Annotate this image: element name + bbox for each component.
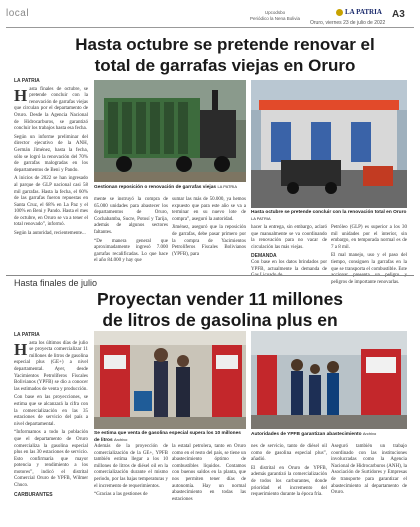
story1-dropcap: H xyxy=(14,85,28,105)
story1-column-1 xyxy=(14,78,88,272)
section-label: local xyxy=(6,8,30,19)
photo2-caption xyxy=(251,210,407,223)
story2-byline: LA PATRIA xyxy=(14,332,40,338)
story2-column-1 xyxy=(14,332,88,524)
story2-paragraph: nes de servicio, tanto de diésel oil como de gasolina especial plus”, añadió. xyxy=(251,444,327,463)
caption-title: Gestionan reposición o renovación de garrafas viejas xyxy=(94,185,217,190)
gas-station-photo xyxy=(251,80,407,208)
story2-paragraph: Con base en las proyecciones, se estima que se alcanzará la cifra con la comercialización en las 35 estaciones de servicio del país a nivel departamental. xyxy=(14,395,88,427)
story1-paragraph: Jiménez, aseguró que la reposición de garrafas, debe pasar primero por la compra de Yacimientos Petrolíferos Fiscales Bolivianos (YPFB), para xyxy=(172,225,246,257)
story1-headline: Hasta octubre se pretende renovar el total de garrafas viejas en Oruro xyxy=(75,35,375,75)
story2-paragraph: la estatal petrolera, tanto en Oruro como en el resto del país, se tiene un abastecimiento óptimo de combustibles líquidos. Contamos con buenos saldos en la planta, que nos permiten tener días de autonomía. Hay un normal abastecimiento en todas las estaciones xyxy=(172,444,246,502)
issue-date: Oruro, viernes 23 de julio de 2022 xyxy=(310,20,386,26)
story2-column-3 xyxy=(172,444,246,524)
story1-paragraph: “De manera general que aproximadamente ingresó 7.000 garrafas recalificadas. Lo que hace el año 84.000 y hay que xyxy=(94,238,168,264)
photo4-caption xyxy=(251,431,407,438)
story2-paragraph: “Informamos a todo la población que el departamento de Oruro comercializa la gasolina especial plus en las 30 estaciones de servicio. Esto confirmaría que mayor potencia y rendimiento a los motores”, indicó el distrital Comercial Oruro de YPFB, Wilmer Chuco. xyxy=(14,430,88,489)
story1-paragraph: Según la autoridad, recientemente... xyxy=(14,231,86,237)
story1-column-2 xyxy=(94,197,168,272)
story1-paragraph: mente se instruyó la compra de 65.000 unidades para abastecer los departamentos de Oruro, Cochabamba, Sucre, Potosí y Tarija, además de algunos sectores faltantes. xyxy=(94,197,168,235)
caption-title: Se estima que venta de gasolina especial supera los 10 millones de litros xyxy=(94,431,241,443)
fuel-pump-photo xyxy=(94,331,246,429)
caption-title: Hasta octubre se pretende concluir con la renovación total en Oruro xyxy=(251,210,407,215)
story2-headline: Proyectan vender 11 millones de litros de gasolina plus en xyxy=(96,289,344,330)
caption-credit: Archivo xyxy=(362,431,377,436)
photo1-caption xyxy=(94,184,246,191)
header-center-text xyxy=(240,10,310,22)
story2-paragraph: asta los últimos días de julio se proyecta comercializar 11 millones de litros de gasolina especial plus (GE+) a nivel departamental. Ayer, desde Yacimientos Petrolíferos Fiscales Bolivianos (YPFB) se dio a conocer las estimados de venta y producción. xyxy=(14,340,88,392)
story1-paragraph: sumar las más de 50.000, ya hemos expuesto que para este año se va a terminar en su nuevo lote de compra”, aseguró la autoridad. xyxy=(172,197,246,222)
story2-kicker: Hasta finales de julio xyxy=(14,278,98,288)
newspaper-logo xyxy=(336,8,382,16)
header-rule xyxy=(6,27,414,28)
story1-paragraph: El mal manejo, uso y el paso del tiempo, consiguen la garrafas en la que se transporta el combustible. Este peligros de importante renovarlas. xyxy=(331,253,407,285)
story-divider xyxy=(6,275,414,276)
story1-paragraph: Según un informe preliminar del director ejecutivo de la ANH, Germán Jiménez, hasta la fecha, sólo se logró la renovación del 70% de garrafas malogradas en los departamentos de Beni y Pando. xyxy=(14,134,88,173)
page-header xyxy=(0,0,420,28)
fuel-station-photo xyxy=(251,331,407,429)
story1-paragraph: Petróleo (GLP) es superior a los 30 mil unidades por el interior, sin embargo, en temporada normal es de 7 a 8 mil. xyxy=(331,225,407,250)
logo-text: LA PATRIA xyxy=(345,8,382,16)
caption-credit: LA PATRIA xyxy=(217,184,238,189)
story2-subhead: CARBURANTES xyxy=(14,491,53,498)
caption-title: Autoridades de YPFB garantizan abastecimiento xyxy=(251,432,362,437)
story1-paragraph: Con base en los datos brindados por YPFB, actualmente la demanda de xyxy=(251,259,327,272)
story2-dropcap: H xyxy=(14,339,28,359)
story2-paragraph: Además de la proyección de comercialización de la GE+, YPFB también estima llegar a los 10 millones de litros de diésel oil en la comercialización durante el mismo periodo, por las bajas temperaturas y el incremento de requerimientos. xyxy=(94,444,168,489)
story1-byline: LA PATRIA xyxy=(14,78,40,84)
story1-paragraph: A inicios de 2022 se han ingresado al parque de GLP nacional casi 58 mil garrafas. Hasta la fecha, el 60% de las garrafas fueron repuestas en Santa Cruz, el 68% en La Paz y el 100% en Beni y Pando. Hasta el mes de octubre, en Oruro se va a tener el total renovado”, informó. xyxy=(14,176,88,228)
story2-column-2 xyxy=(94,444,168,524)
garrafas-truck-photo xyxy=(94,80,246,182)
story1-paragraph: hacer la entrega, sin embargo, aclaró que manualmente se va coordinando la renovación para no vacar de circulación las más viejas. xyxy=(251,225,327,250)
story1-column-5 xyxy=(331,225,407,285)
crest-icon xyxy=(336,9,343,16)
page-number: A3 xyxy=(392,9,405,20)
story2-column-5 xyxy=(331,444,407,524)
story2-paragraph: “Gracias a las gestiones de xyxy=(94,492,148,498)
photo3-caption xyxy=(94,431,246,444)
caption-credit: LA PATRIA xyxy=(251,216,271,221)
header-center-line2: Periódico la Nena Bolivia xyxy=(249,16,301,21)
story1-column-4 xyxy=(251,225,327,272)
story2-column-4 xyxy=(251,444,327,524)
story2-paragraph: Aseguró también un trabajo coordinado con las instituciones involucradas como la Agencia Nacional de Hidrocarburos (ANH), la Asociación de Surtidores y Empresas de transporte para garantizar el abastecimiento al departamento de Oruro. xyxy=(331,444,407,496)
story1-column-3 xyxy=(172,197,246,272)
caption-credit: Archivo xyxy=(114,437,128,442)
story1-paragraph: asta finales de octubre, se pretende concluir con la renovación de garrafas viejas que circulan por el departamento de Oruro. Desde la Agencia Nacional de Hidrocarburos, se garantizó concluir los trabajos hasta esa fecha. xyxy=(14,86,88,132)
header-center-line1: Upcodsbo xyxy=(264,10,286,15)
story1-subhead: DEMANDA xyxy=(251,253,277,260)
story2-paragraph: El distrital en Oruro de YPFB, además garantizó la comercialización de todos los carburantes, donde prioridad el incremento del requerimiento durante la época fría. xyxy=(251,465,327,498)
